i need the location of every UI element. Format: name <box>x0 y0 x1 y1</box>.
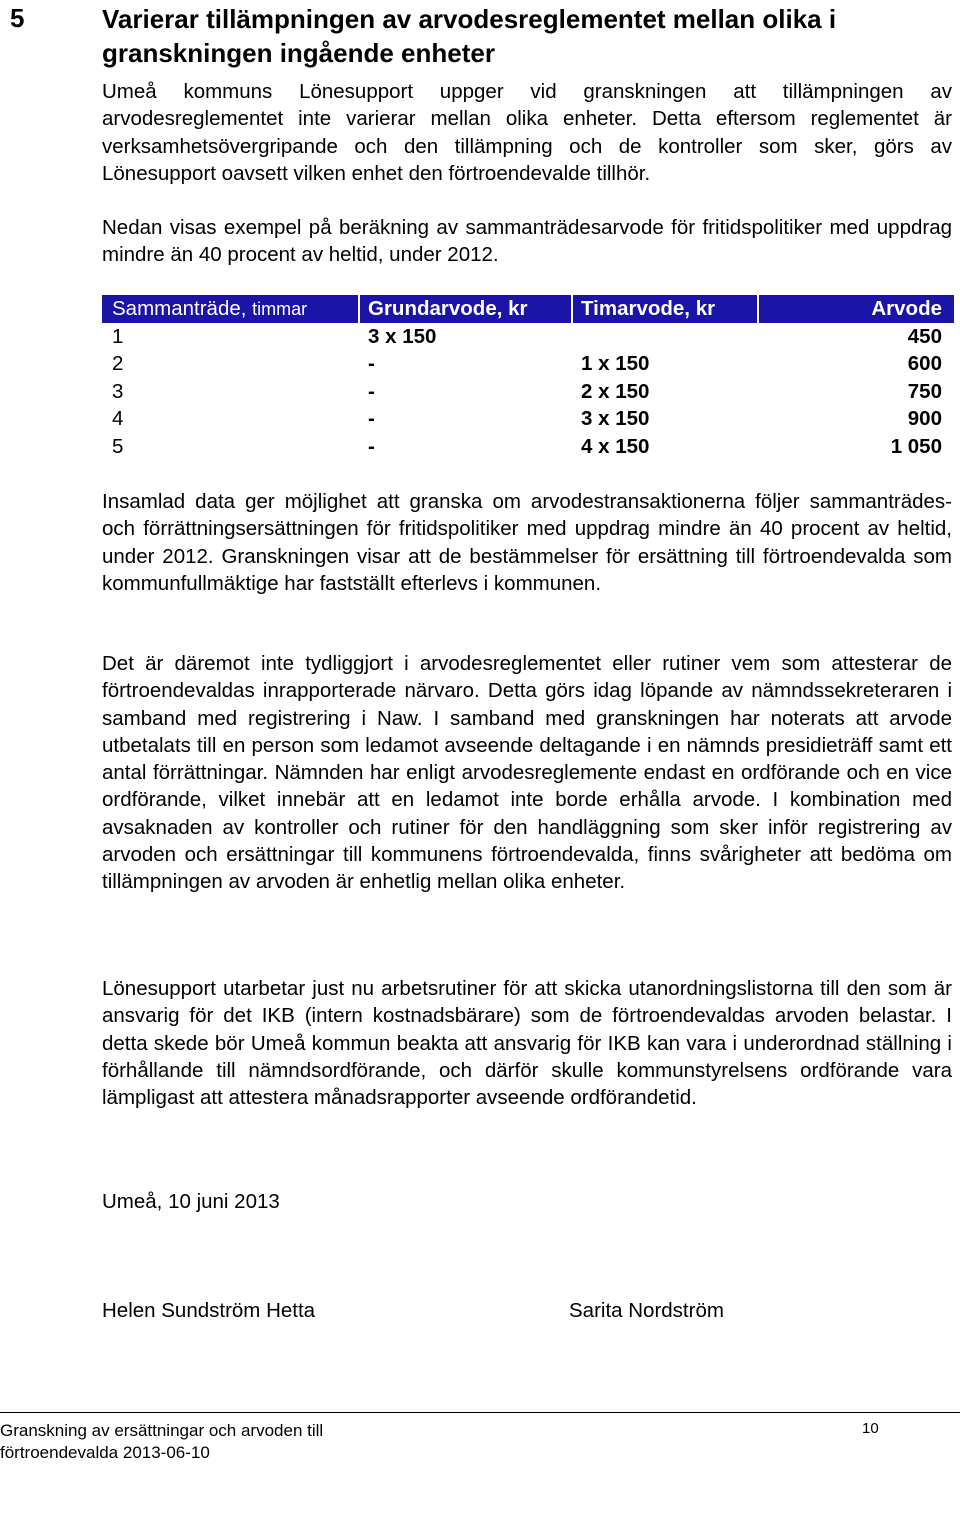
cell-fee: 600 <box>907 352 942 376</box>
page-number: 10 <box>862 1420 879 1437</box>
cell-base-fee: - <box>368 352 375 376</box>
signature-left: Helen Sundström Hetta <box>102 1299 316 1322</box>
header-base-fee: Grundarvode, kr <box>360 295 573 323</box>
paragraph-findings: Insamlad data ger möjlighet att granska om arvodestransaktionerna följer sammanträdes- och förrättningsersättningen för fritidspolitiker med uppdrag mindre än 40 procent av heltid, under 2012. Granskningen visar att de bestämmelser för ersättning till förtroendevalda som kommunfullmäktige har fastställt efterlevs i kommunen. <box>102 490 952 595</box>
signature-right: Sarita Nordström <box>569 1299 724 1322</box>
table-row <box>102 406 954 434</box>
cell-hourly-fee: 2 x 150 <box>581 379 650 403</box>
cell-fee: 900 <box>907 407 942 431</box>
footer-title <box>0 1420 440 1464</box>
cell-hours: 3 <box>112 379 124 403</box>
cell-hours: 5 <box>112 434 124 458</box>
cell-base-fee: - <box>368 407 375 431</box>
cell-hourly-fee: 4 x 150 <box>581 434 650 458</box>
footer-line-1: Granskning av ersättningar och arvoden till <box>0 1421 324 1440</box>
paragraph-example: Nedan visas exempel på beräkning av sammanträdesarvode för fritidspolitiker med uppdrag mindre än 40 procent av heltid, under 2012. <box>102 216 952 267</box>
footer-divider <box>0 1412 960 1413</box>
cell-hourly-fee: 3 x 150 <box>581 407 650 431</box>
fee-table-header <box>102 295 954 323</box>
table-row <box>102 323 954 351</box>
cell-base-fee: - <box>368 434 375 458</box>
paragraph-recommendation: Lönesupport utarbetar just nu arbetsrutiner för att skicka utanordningslistorna till den som är ansvarig för det IKB (intern kostnadsbärare) som de förtroendevaldas arvoden belastar. I detta skede bör Umeå kommun beakta att ansvarig för IKB kan vara i underordnad ställning i förhållande till nämndsordförande, och därför skulle kommunstyrelsens ordförande vara lämpligast att attestera månadsrapporter avseende ordförandetid. <box>102 977 952 1110</box>
paragraph-intro: Umeå kommuns Lönesupport uppger vid granskningen att tillämpningen av arvodesreglementet inte varierar mellan olika enheter. Detta eftersom reglementet är verksamhetsövergripande och den tillämpning och de kontroller som sker, görs av Lönesupport oavsett vilken enhet den förtroendevalde tillhör. <box>102 80 952 185</box>
footer-line-2: förtroendevalda 2013-06-10 <box>0 1443 210 1462</box>
paragraph-attestation: Det är däremot inte tydliggjort i arvodesreglementet eller rutiner vem som attesterar de förtroendevaldas inrapporterade närvaro. Detta görs idag löpande av nämndssekreteraren i samband med registrering i Naw. I samband med granskningen har noterats att arvode utbetalats till en person som ledamot avseende deltagande i en nämnds presidieträff samt ett antal förrättningar. Nämnden har enligt arvodesreglemente endast en ordförande och en vice ordförande, vilket innebär att en ledamot inte borde erhålla arvode. I kombination med avsaknaden av kontroller och rutiner för den handläggning som sker inför registrering av arvoden och ersättningar till kommunens förtroendevalda, finns svårigheter att bedöma om tillämpningen av arvoden är enhetlig mellan olika enheter. <box>102 652 952 894</box>
section-title: Varierar tillämpningen av arvodesreglementet mellan olika i granskningen ingående enheter <box>102 4 837 68</box>
section-number: 5 <box>10 3 25 33</box>
cell-base-fee: 3 x 150 <box>368 324 437 348</box>
fee-table <box>102 295 954 461</box>
cell-hours: 4 <box>112 407 124 431</box>
cell-fee: 1 050 <box>890 434 942 458</box>
cell-fee: 750 <box>907 379 942 403</box>
cell-fee: 450 <box>907 324 942 348</box>
document-date: Umeå, 10 juni 2013 <box>102 1190 280 1213</box>
cell-base-fee: - <box>368 379 375 403</box>
header-hourly-fee: Timarvode, kr <box>573 295 759 323</box>
cell-hourly-fee: 1 x 150 <box>581 352 650 376</box>
table-row <box>102 378 954 406</box>
cell-hours: 1 <box>112 324 124 348</box>
cell-hours: 2 <box>112 352 124 376</box>
header-meeting-hours: Sammanträde, timmar <box>102 295 360 323</box>
table-row <box>102 433 954 461</box>
header-fee: Arvode <box>759 295 954 323</box>
cell-hourly-fee <box>573 323 759 351</box>
table-row <box>102 351 954 379</box>
